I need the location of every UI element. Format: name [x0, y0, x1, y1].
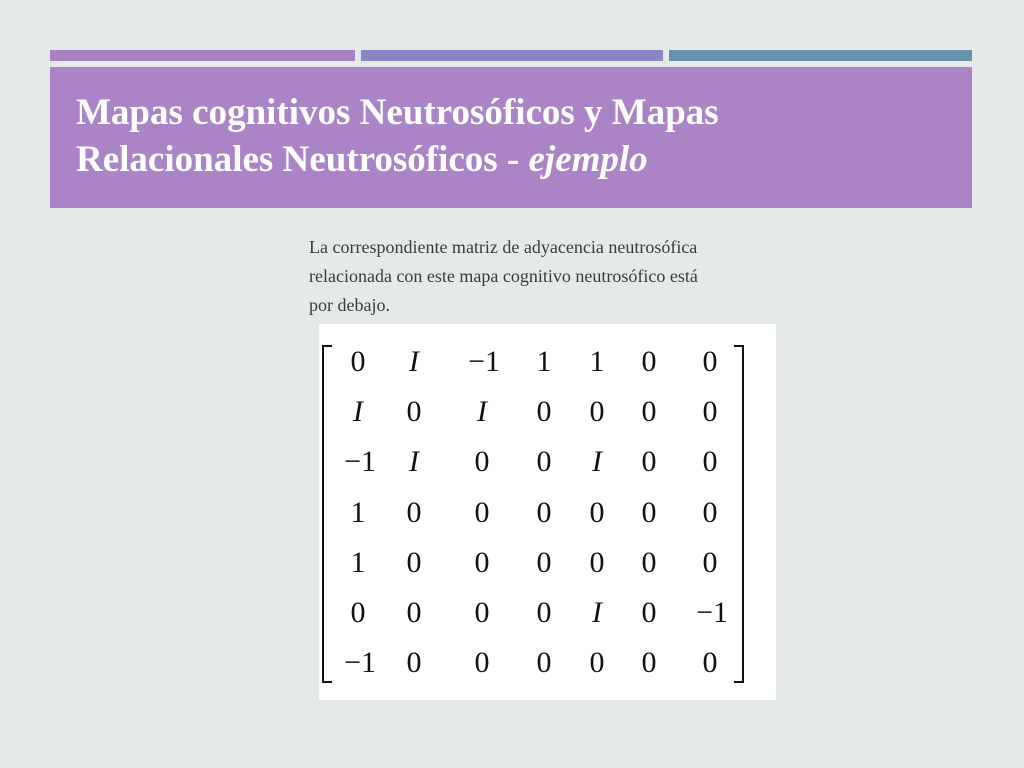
matrix-cell: −1	[468, 345, 500, 378]
matrix-cell: 0	[641, 546, 657, 579]
description-line: por debajo.	[309, 295, 390, 315]
matrix-cell: 0	[702, 496, 718, 529]
matrix-cell: I	[409, 445, 419, 478]
slide-description	[309, 233, 829, 320]
matrix-cell: 0	[350, 596, 366, 629]
matrix-cell: 0	[641, 596, 657, 629]
adjacency-matrix-image	[319, 324, 776, 700]
matrix-cell: 0	[474, 596, 490, 629]
matrix-cell: 0	[536, 496, 552, 529]
matrix-cell: 0	[641, 646, 657, 679]
matrix-cell: 1	[589, 345, 605, 378]
matrix-cell: 0	[474, 496, 490, 529]
matrix-cell: 0	[589, 496, 605, 529]
matrix-cell: 0	[474, 445, 490, 478]
matrix-row	[319, 587, 776, 639]
matrix-cell: 0	[702, 445, 718, 478]
matrix-cell: 0	[589, 546, 605, 579]
matrix-cell: 0	[702, 395, 718, 428]
matrix-row	[319, 436, 776, 488]
matrix-cell: −1	[344, 646, 376, 679]
description-line: La correspondiente matriz de adyacencia neutrosófica	[309, 237, 698, 257]
matrix-cell: −1	[344, 445, 376, 478]
matrix-row	[319, 386, 776, 438]
accent-bar-violet	[361, 50, 663, 61]
matrix-cell: 0	[641, 445, 657, 478]
matrix-cell: −1	[696, 596, 728, 629]
matrix-cell: I	[477, 395, 487, 428]
matrix-row	[319, 336, 776, 388]
matrix-row	[319, 637, 776, 689]
slide-title	[76, 89, 946, 183]
title-band	[50, 67, 972, 208]
matrix-cell: 0	[641, 496, 657, 529]
matrix-cell: I	[353, 395, 363, 428]
matrix-cell: 0	[474, 546, 490, 579]
matrix-cell: 0	[406, 546, 422, 579]
matrix-cell: 0	[536, 395, 552, 428]
matrix-row	[319, 487, 776, 539]
accent-bar-purple	[50, 50, 355, 61]
matrix-cell: 0	[406, 395, 422, 428]
matrix-cell: 0	[536, 445, 552, 478]
slide-title-line1: Mapas cognitivos Neutrosóficos y Mapas	[76, 92, 719, 133]
slide-title-italic: ejemplo	[528, 139, 648, 180]
matrix-cell: 1	[350, 546, 366, 579]
matrix-cell: 1	[350, 496, 366, 529]
slide-title-line2: Relacionales Neutrosóficos -	[76, 139, 529, 180]
matrix-cell: 0	[474, 646, 490, 679]
matrix-cell: 0	[641, 345, 657, 378]
matrix-cell: 0	[702, 546, 718, 579]
matrix-cell: 0	[406, 596, 422, 629]
matrix-cell: 0	[589, 646, 605, 679]
matrix-cell: 0	[589, 395, 605, 428]
matrix-cell: 0	[406, 646, 422, 679]
matrix-cell: I	[409, 345, 419, 378]
matrix-cell: 0	[536, 546, 552, 579]
accent-bar-teal	[669, 50, 972, 61]
matrix-cell: I	[592, 596, 602, 629]
matrix-cell: 0	[702, 646, 718, 679]
matrix-row	[319, 537, 776, 589]
matrix-cell: 0	[350, 345, 366, 378]
matrix-cell: 1	[536, 345, 552, 378]
matrix-cell: 0	[702, 345, 718, 378]
matrix-cell: 0	[536, 646, 552, 679]
description-line: relacionada con este mapa cognitivo neutrosófico está	[309, 266, 698, 286]
matrix-cell: 0	[641, 395, 657, 428]
matrix-cell: I	[592, 445, 602, 478]
matrix-cell: 0	[406, 496, 422, 529]
matrix-cell: 0	[536, 596, 552, 629]
